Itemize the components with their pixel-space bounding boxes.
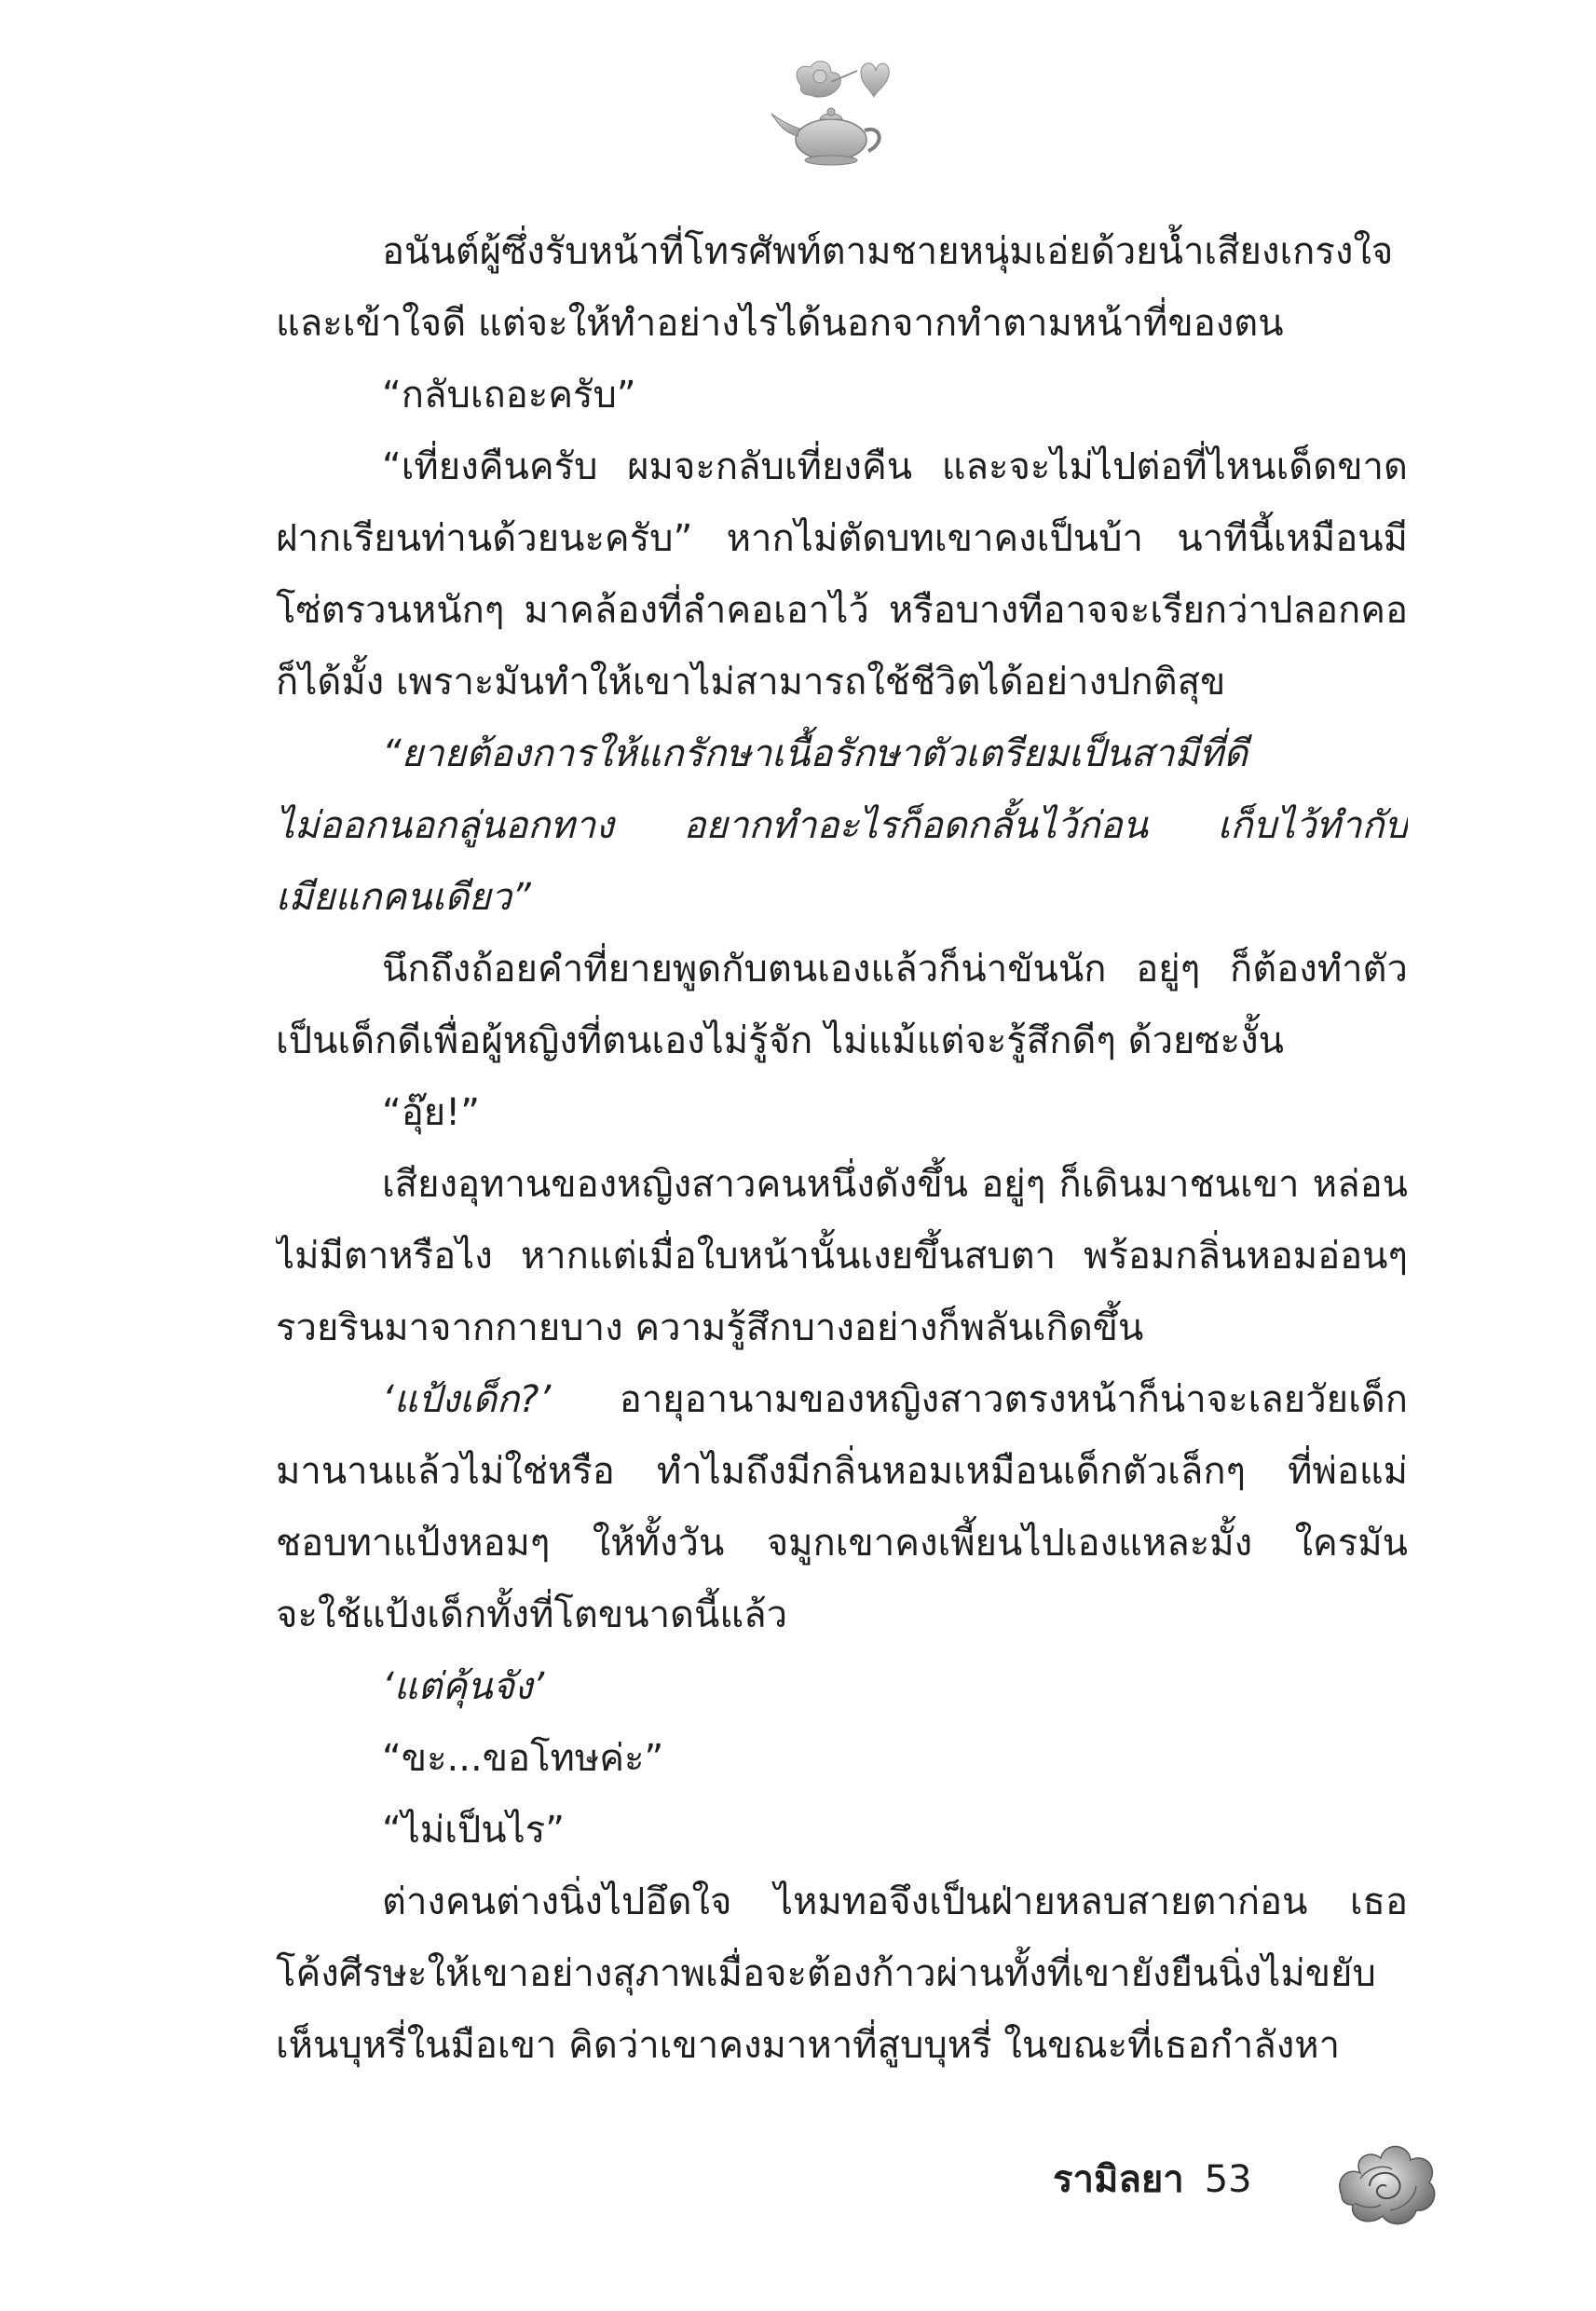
text-line: รวยรินมาจากกายบาง ความรู้สึกบางอย่างก็พลันเกิดขึ้น bbox=[276, 1306, 1144, 1349]
text-line: เห็นบุหรี่ในมือเขา คิดว่าเขาคงมาหาที่สูบบุหรี่ ในขณะที่เธอกำลังหา bbox=[276, 2024, 1341, 2067]
text-line: โค้งศีรษะให้เขาอย่างสุภาพเมื่อจะต้องก้าวผ่านทั้งที่เขายังยืนนิ่งไม่ขยับ bbox=[276, 1952, 1376, 1995]
body-text bbox=[276, 216, 1408, 2082]
text-line: “อุ๊ย!” bbox=[382, 1091, 480, 1134]
text-line: เสียงอุทานของหญิงสาวคนหนึ่งดังขึ้น อยู่ๆ ก็เดินมาชนเขา หล่อน bbox=[382, 1163, 1408, 1206]
text-line: “ยายต้องการให้แกรักษาเนื้อรักษาตัวเตรียมเป็นสามีที่ดี bbox=[382, 732, 1248, 775]
text-line: โซ่ตรวนหนักๆ มาคล้องที่ลำคอเอาไว้ หรือบางทีอาจจะเรียกว่าปลอกคอ bbox=[276, 589, 1408, 632]
text-line: และเข้าใจดี แต่จะให้ทำอย่างไรได้นอกจากทำตามหน้าที่ของตน bbox=[276, 302, 1284, 345]
text-line: เป็นเด็กดีเพื่อผู้หญิงที่ตนเองไม่รู้จัก ไม่แม้แต่จะรู้สึกดีๆ ด้วยซะงั้น bbox=[276, 1019, 1284, 1062]
text-line: “เที่ยงคืนครับ ผมจะกลับเที่ยงคืน และจะไม่ไปต่อที่ไหนเด็ดขาด bbox=[382, 445, 1408, 488]
text-line: ชอบทาแป้งหอมๆ ให้ทั้งวัน จมูกเขาคงเพี้ยนไปเองแหละมั้ง ใครมัน bbox=[276, 1522, 1408, 1565]
text-line: เมียแกคนเดียว” bbox=[276, 876, 531, 919]
text-line bbox=[276, 1364, 1408, 1436]
text-run: อายุอานามของหญิงสาวตรงหน้าก็น่าจะเลยวัยเด็ก bbox=[551, 1378, 1408, 1421]
rose-icon bbox=[1332, 2130, 1442, 2233]
text-line: ไม่ออกนอกลู่นอกทาง อยากทำอะไรก็อดกลั้นไว้ก่อน เก็บไว้ทำกับ bbox=[276, 804, 1408, 847]
text-line: ฝากเรียนท่านด้วยนะครับ” หากไม่ตัดบทเขาคงเป็นบ้า นาทีนี้เหมือนมี bbox=[276, 517, 1408, 560]
text-line: ‘แต่คุ้นจัง’ bbox=[382, 1665, 545, 1708]
inner-thought: ‘แป้งเด็ก?’ bbox=[382, 1378, 552, 1421]
footer-text bbox=[1053, 2156, 1252, 2203]
text-line: มานานแล้วไม่ใช่หรือ ทำไมถึงมีกลิ่นหอมเหมือนเด็กตัวเล็กๆ ที่พ่อแม่ bbox=[276, 1450, 1408, 1493]
text-line: “กลับเถอะครับ” bbox=[382, 374, 636, 417]
book-title: รามิลยา bbox=[1053, 2158, 1184, 2201]
text-line: อนันต์ผู้ซึ่งรับหน้าที่โทรศัพท์ตามชายหนุ่มเอ่ยด้วยน้ำเสียงเกรงใจ bbox=[382, 230, 1394, 273]
text-line: “ไม่เป็นไร” bbox=[382, 1809, 565, 1852]
text-line: จะใช้แป้งเด็กทั้งที่โตขนาดนี้แล้ว bbox=[276, 1593, 788, 1636]
text-line: ก็ได้มั้ง เพราะมันทำให้เขาไม่สามารถใช้ชีวิตได้อย่างปกติสุข bbox=[276, 661, 1226, 704]
text-line: “ขะ...ขอโทษค่ะ” bbox=[382, 1737, 664, 1780]
page-number: 53 bbox=[1204, 2158, 1252, 2201]
page-footer bbox=[1053, 2123, 1444, 2235]
text-line: ต่างคนต่างนิ่งไปอึดใจ ไหมทอจึงเป็นฝ่ายหลบสายตาก่อน เธอ bbox=[382, 1880, 1408, 1923]
text-line: ไม่มีตาหรือไง หากแต่เมื่อใบหน้านั้นเงยขึ้นสบตา พร้อมกลิ่นหอมอ่อนๆ bbox=[276, 1235, 1408, 1278]
cherub-teapot-ornament-icon bbox=[764, 54, 904, 175]
text-line: นึกถึงถ้อยคำที่ยายพูดกับตนเองแล้วก็น่าขันนัก อยู่ๆ ก็ต้องทำตัว bbox=[382, 948, 1408, 991]
